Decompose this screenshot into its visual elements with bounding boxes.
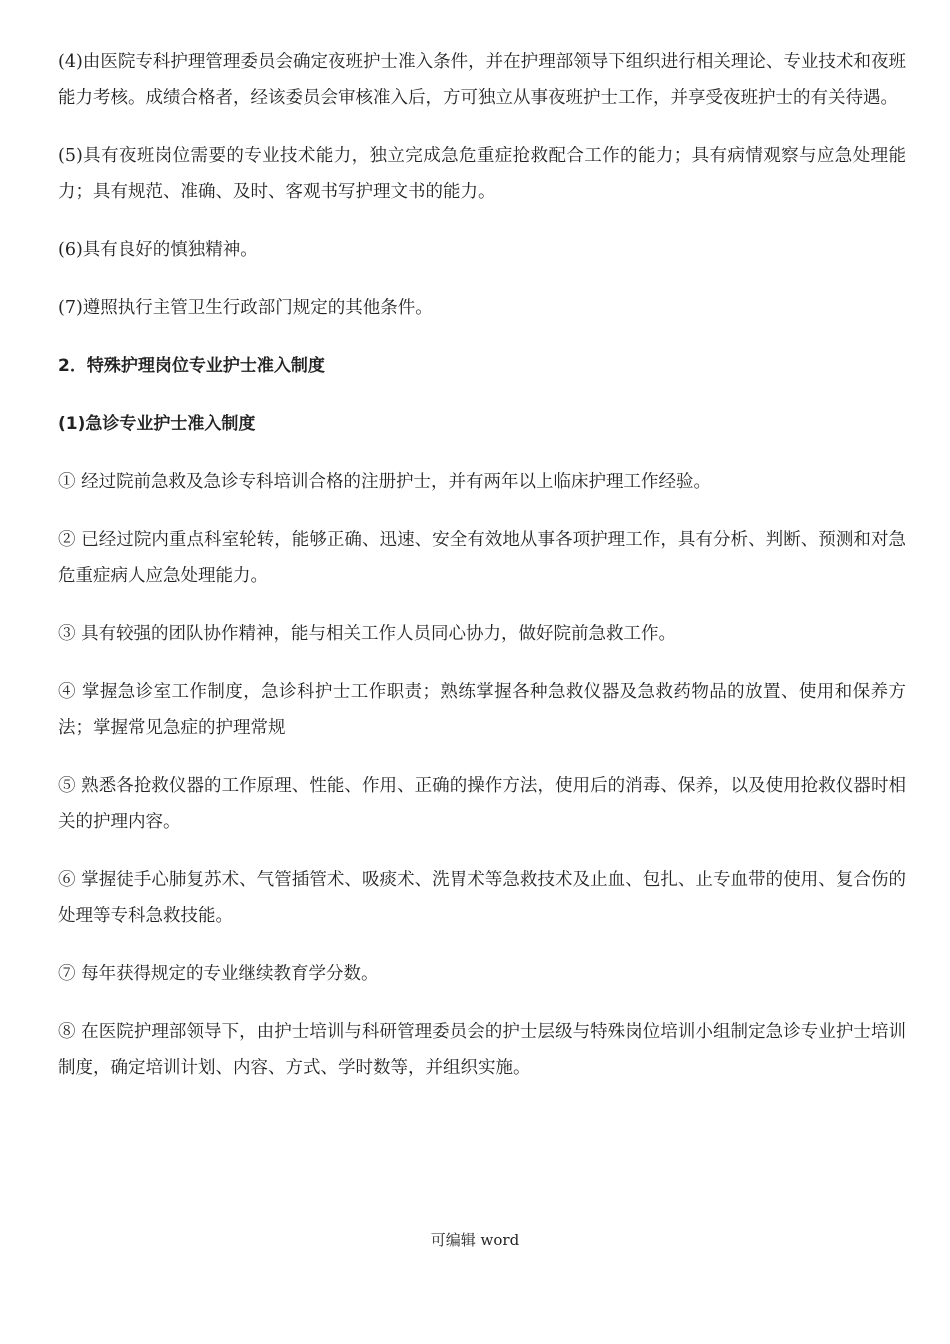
list-item-4: ④ 掌握急诊室工作制度，急诊科护士工作职责；熟练掌握各种急救仪器及急救药物品的放置、使用和保养方法；掌握常见急症的护理常规 bbox=[58, 682, 906, 738]
paragraph-item-7: (7)遵照执行主管卫生行政部门规定的其他条件。 bbox=[58, 298, 433, 318]
document-body bbox=[58, 44, 906, 1108]
list-item-5: ⑤ 熟悉各抢救仪器的工作原理、性能、作用、正确的操作方法，使用后的消毒、保养，以及使用抢救仪器时相关的护理内容。 bbox=[58, 776, 906, 832]
list-item-2: ② 已经过院内重点科室轮转，能够正确、迅速、安全有效地从事各项护理工作，具有分析、判断、预测和对急危重症病人应急处理能力。 bbox=[58, 530, 906, 586]
list-item-8: ⑧ 在医院护理部领导下，由护士培训与科研管理委员会的护士层级与特殊岗位培训小组制定急诊专业护士培训制度，确定培训计划、内容、方式、学时数等，并组织实施。 bbox=[58, 1022, 906, 1078]
section-heading: 2．特殊护理岗位专业护士准入制度 bbox=[58, 356, 325, 376]
subsection-heading: (1)急诊专业护士准入制度 bbox=[58, 414, 256, 434]
list-item-3: ③ 具有较强的团队协作精神，能与相关工作人员同心协力，做好院前急救工作。 bbox=[58, 624, 677, 644]
page-footer: 可编辑 word bbox=[430, 1231, 520, 1249]
paragraph-item-5: (5)具有夜班岗位需要的专业技术能力，独立完成急危重症抢救配合工作的能力；具有病情观察与应急处理能力；具有规范、准确、及时、客观书写护理文书的能力。 bbox=[58, 146, 906, 202]
paragraph-item-6: (6)具有良好的慎独精神。 bbox=[58, 240, 258, 260]
paragraph-item-4: (4)由医院专科护理管理委员会确定夜班护士准入条件，并在护理部领导下组织进行相关理论、专业技术和夜班能力考核。成绩合格者，经该委员会审核准入后，方可独立从事夜班护士工作，并享受夜班护士的有关待遇。 bbox=[58, 52, 906, 108]
list-item-1: ① 经过院前急救及急诊专科培训合格的注册护士，并有两年以上临床护理工作经验。 bbox=[58, 472, 712, 492]
list-item-7: ⑦ 每年获得规定的专业继续教育学分数。 bbox=[58, 964, 379, 984]
list-item-6: ⑥ 掌握徒手心肺复苏术、气管插管术、吸痰术、洗胃术等急救技术及止血、包扎、止专血带的使用、复合伤的处理等专科急救技能。 bbox=[58, 870, 906, 926]
